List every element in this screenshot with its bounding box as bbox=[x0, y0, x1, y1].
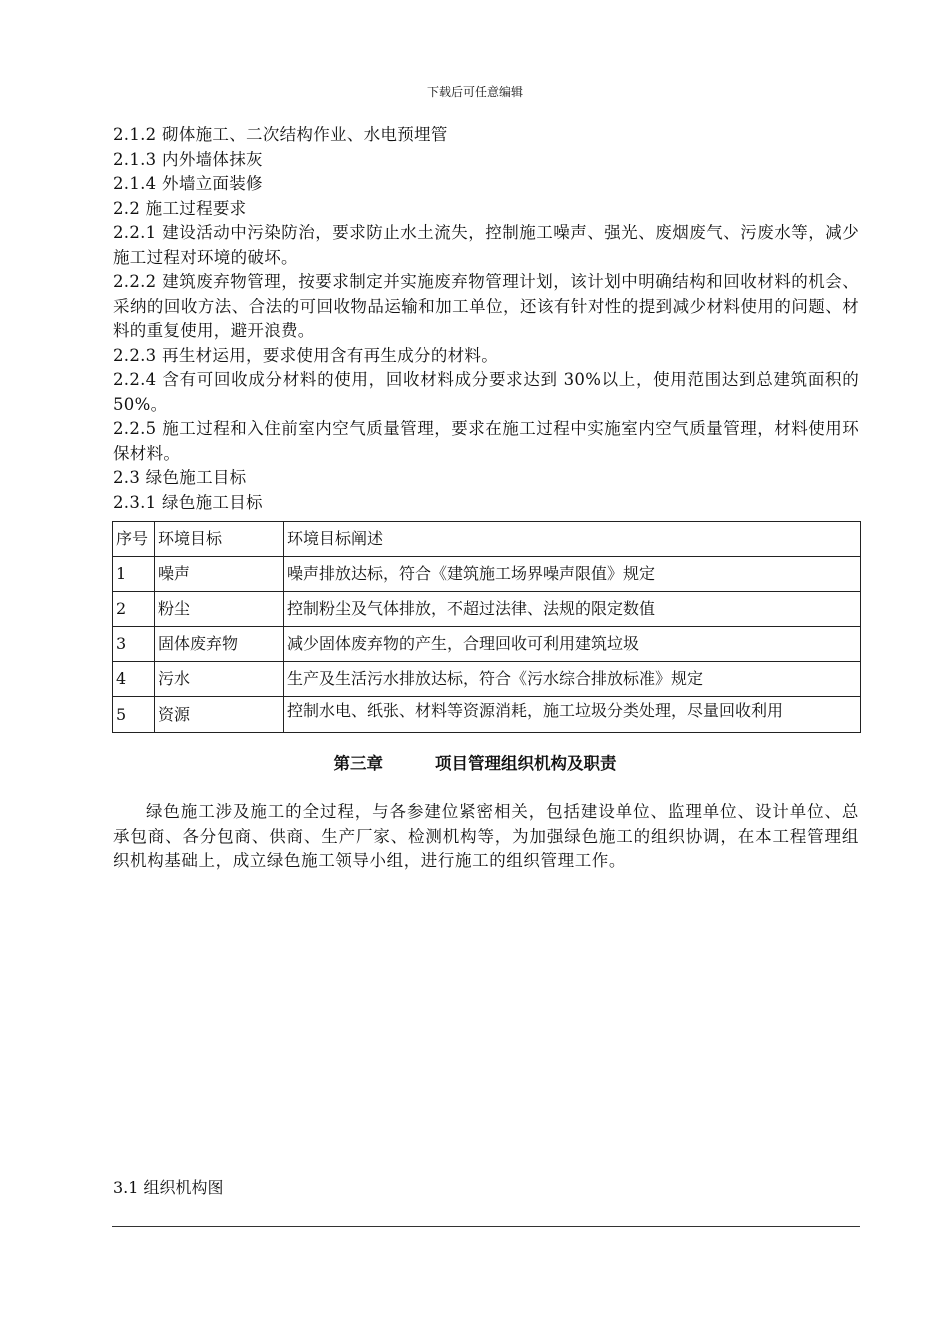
section-2-2-5: 2.2.5 施工过程和入住前室内空气质量管理，要求在施工过程中实施室内空气质量管理，材料使用环保材料。 bbox=[113, 419, 859, 463]
section-2-2-2: 2.2.2 建筑废弃物管理，按要求制定并实施废弃物管理计划，该计划中明确结构和回收材料的机会、采纳的回收方法、合法的可回收物品运输和加工单位，还该有针对性的提到减少材料使用的问题、材料的重复使用，避开浪费。 bbox=[113, 272, 859, 340]
header-cell-index: 序号 bbox=[113, 522, 155, 557]
section-2-1-4: 2.1.4 外墙立面装修 bbox=[113, 174, 263, 193]
page-header: 下载后可任意编辑 bbox=[426, 85, 523, 99]
section-2-1-2: 2.1.2 砌体施工、二次结构作业、水电预埋管 bbox=[113, 125, 448, 144]
chapter-number: 第三章 bbox=[333, 754, 383, 773]
chapter-intro-paragraph: 绿色施工涉及施工的全过程，与各参建位紧密相关，包括建设单位、监理单位、设计单位、总承包商、各分包商、供商、生产厂家、检测机构等，为加强绿色施工的组织协调，在本工程管理组织机构基础上，成立绿色施工领导小组，进行施工的组织管理工作。 bbox=[113, 802, 859, 870]
table-row bbox=[113, 697, 861, 733]
row-target: 噪声 bbox=[155, 557, 284, 592]
row-description: 控制水电、纸张、材料等资源消耗，施工垃圾分类处理，尽量回收利用 bbox=[287, 700, 784, 720]
section-2-2-3: 2.2.3 再生材运用，要求使用含有再生成分的材料。 bbox=[113, 345, 499, 365]
row-target: 粉尘 bbox=[155, 592, 284, 627]
green-construction-targets-table bbox=[112, 521, 861, 733]
table-row bbox=[113, 627, 861, 662]
row-target: 污水 bbox=[155, 662, 284, 697]
row-index: 3 bbox=[113, 627, 155, 662]
row-target: 固体废弃物 bbox=[155, 627, 284, 662]
table-row bbox=[113, 592, 861, 627]
chapter-heading bbox=[0, 752, 950, 776]
section-2-2-4: 2.2.4 含有可回收成分材料的使用，回收材料成分要求达到 30%以上，使用范围达到总建筑面积的 50%。 bbox=[113, 370, 859, 414]
header-cell-description: 环境目标阐述 bbox=[284, 522, 861, 557]
section-2-3-1-heading: 2.3.1 绿色施工目标 bbox=[113, 492, 263, 512]
row-index: 1 bbox=[113, 557, 155, 592]
org-chart-heading: 3.1 组织机构图 bbox=[113, 1178, 224, 1197]
chapter-title: 项目管理组织机构及职责 bbox=[435, 754, 617, 773]
header-cell-target: 环境目标 bbox=[155, 522, 284, 557]
row-description: 控制粉尘及气体排放，不超过法律、法规的限定数值 bbox=[284, 592, 861, 627]
section-2-1-3: 2.1.3 内外墙体抹灰 bbox=[113, 149, 263, 169]
section-2-2-heading: 2.2 施工过程要求 bbox=[113, 198, 247, 218]
document-body bbox=[113, 123, 859, 515]
row-description-cell bbox=[284, 697, 861, 733]
row-index: 2 bbox=[113, 592, 155, 627]
row-description: 噪声排放达标，符合《建筑施工场界噪声限值》规定 bbox=[284, 557, 861, 592]
row-target: 资源 bbox=[155, 697, 284, 733]
row-index: 4 bbox=[113, 662, 155, 697]
row-index: 5 bbox=[113, 697, 155, 733]
section-2-3-heading: 2.3 绿色施工目标 bbox=[113, 468, 247, 487]
table-header-row bbox=[113, 522, 861, 557]
section-2-2-1: 2.2.1 建设活动中污染防治，要求防止水土流失，控制施工噪声、强光、废烟废气、污废水等，减少施工过程对环境的破坏。 bbox=[113, 223, 859, 267]
row-description: 生产及生活污水排放达标，符合《污水综合排放标准》规定 bbox=[284, 662, 861, 697]
table-row bbox=[113, 557, 861, 592]
row-description: 减少固体废弃物的产生，合理回收可利用建筑垃圾 bbox=[284, 627, 861, 662]
footer-divider bbox=[112, 1226, 860, 1227]
table-row bbox=[113, 662, 861, 697]
